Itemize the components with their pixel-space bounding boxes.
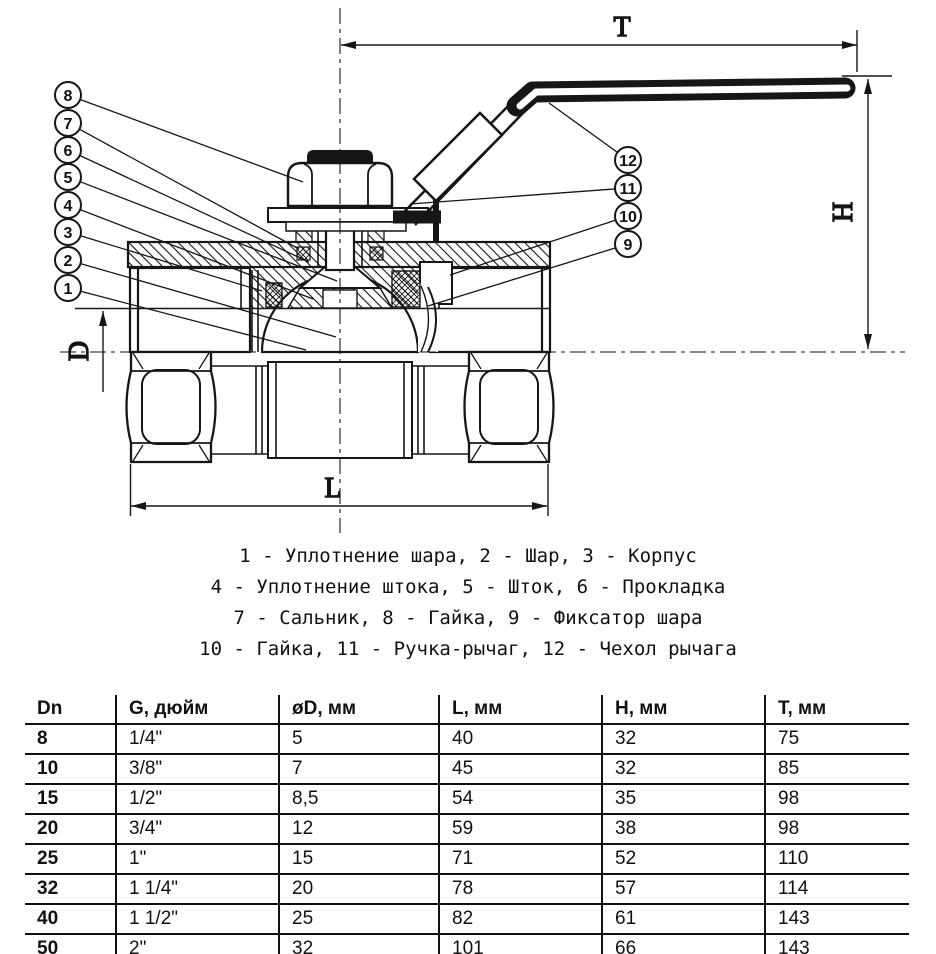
table-cell: 20 [279, 874, 439, 904]
table-cell: 114 [765, 874, 909, 904]
table-cell: 98 [765, 784, 909, 814]
table-cell: 8,5 [279, 784, 439, 814]
right-end-nut [465, 352, 554, 462]
table-cell: 12 [279, 814, 439, 844]
table-cell: 25 [25, 844, 116, 874]
table-cell: 1" [116, 844, 279, 874]
table-cell: 98 [765, 814, 909, 844]
left-socket [130, 268, 250, 352]
table-header-cell: L, мм [439, 695, 602, 724]
ball-retainer-seal [392, 271, 420, 307]
legend-line-3: 7 - Сальник, 8 - Гайка, 9 - Фиксатор шара [233, 607, 703, 629]
table-row [25, 874, 909, 904]
table-cell: 15 [279, 844, 439, 874]
table-cell: 1/2" [116, 784, 279, 814]
table-cell: 32 [602, 724, 765, 754]
callout-number: 8 [63, 87, 73, 105]
dim-label-D: D [64, 340, 95, 362]
callout-number: 2 [63, 252, 73, 270]
thread-stub-right [412, 366, 469, 454]
callout-number: 1 [63, 280, 73, 298]
callout-8 [55, 82, 303, 182]
table-cell: 7 [279, 754, 439, 784]
table-header-cell: H, мм [602, 695, 765, 724]
table-row [25, 844, 909, 874]
table-row [25, 904, 909, 934]
callout-number: 9 [623, 236, 633, 254]
dim-label-L: L [324, 473, 342, 504]
table-row [25, 934, 909, 954]
callout-number: 5 [63, 169, 73, 187]
thread-stub-left [211, 366, 268, 454]
callout-number: 3 [63, 224, 73, 242]
table-cell: 1/4" [116, 724, 279, 754]
table-cell: 38 [602, 814, 765, 844]
table-cell: 101 [439, 934, 602, 954]
legend-line-4: 10 - Гайка, 11 - Ручка-рычаг, 12 - Чехол рычага [199, 638, 737, 660]
table-cell: 85 [765, 754, 909, 784]
dim-label-H: H [828, 201, 859, 223]
callout-number: 11 [619, 180, 637, 198]
table-cell: 59 [439, 814, 602, 844]
table-cell: 143 [765, 904, 909, 934]
callout-number: 7 [63, 115, 73, 133]
dimension-table [25, 695, 909, 954]
table-header-row [25, 695, 909, 724]
callout-number: 4 [63, 197, 73, 215]
table-cell: 52 [602, 844, 765, 874]
table-cell: 110 [765, 844, 909, 874]
table-row [25, 784, 909, 814]
table-cell: 78 [439, 874, 602, 904]
table-header-cell: T, мм [765, 695, 909, 724]
callout-7 [55, 110, 299, 249]
dim-label-T: T [613, 12, 631, 43]
legend-line-2: 4 - Уплотнение штока, 5 - Шток, 6 - Прокладка [210, 576, 726, 598]
gasket-plate [286, 222, 406, 231]
table-cell: 32 [279, 934, 439, 954]
table-cell: 2" [116, 934, 279, 954]
callout-leader-line [549, 103, 617, 152]
legend-line-1: 1 - Уплотнение шара, 2 - Шар, 3 - Корпус [239, 545, 697, 567]
left-end-nut [127, 352, 216, 462]
callout-number: 6 [63, 142, 73, 160]
table-cell: 57 [602, 874, 765, 904]
callout-leader-line [80, 100, 303, 182]
table-cell: 1 1/2" [116, 904, 279, 934]
table-cell: 32 [602, 754, 765, 784]
callout-number: 10 [619, 208, 637, 226]
callout-12 [549, 103, 641, 173]
callout-leader-line [79, 129, 299, 249]
table-cell: 75 [765, 724, 909, 754]
table-cell: 25 [279, 904, 439, 934]
handle-cover [414, 113, 502, 201]
table-header-cell: Dn [25, 695, 116, 724]
table-cell: 20 [25, 814, 116, 844]
table-row [25, 814, 909, 844]
table-cell: 40 [439, 724, 602, 754]
table-cell: 8 [25, 724, 116, 754]
callout-number: 12 [619, 152, 637, 170]
table-cell: 35 [602, 784, 765, 814]
table-cell: 1 1/4" [116, 874, 279, 904]
table-cell: 10 [25, 754, 116, 784]
parts-legend [0, 541, 936, 665]
table-header-cell: G, дюйм [116, 695, 279, 724]
table-row [25, 754, 909, 784]
table-cell: 71 [439, 844, 602, 874]
table-cell: 5 [279, 724, 439, 754]
table-cell: 66 [602, 934, 765, 954]
table-cell: 82 [439, 904, 602, 934]
table-cell: 54 [439, 784, 602, 814]
table-cell: 50 [25, 934, 116, 954]
table-header-cell: øD, мм [279, 695, 439, 724]
table-cell: 32 [25, 874, 116, 904]
stuffing-right [370, 247, 383, 260]
table-row [25, 724, 909, 754]
table-cell: 3/4" [116, 814, 279, 844]
table-cell: 143 [765, 934, 909, 954]
table-cell: 15 [25, 784, 116, 814]
table-cell: 45 [439, 754, 602, 784]
table-cell: 3/8" [116, 754, 279, 784]
table-cell: 61 [602, 904, 765, 934]
table-cell: 40 [25, 904, 116, 934]
